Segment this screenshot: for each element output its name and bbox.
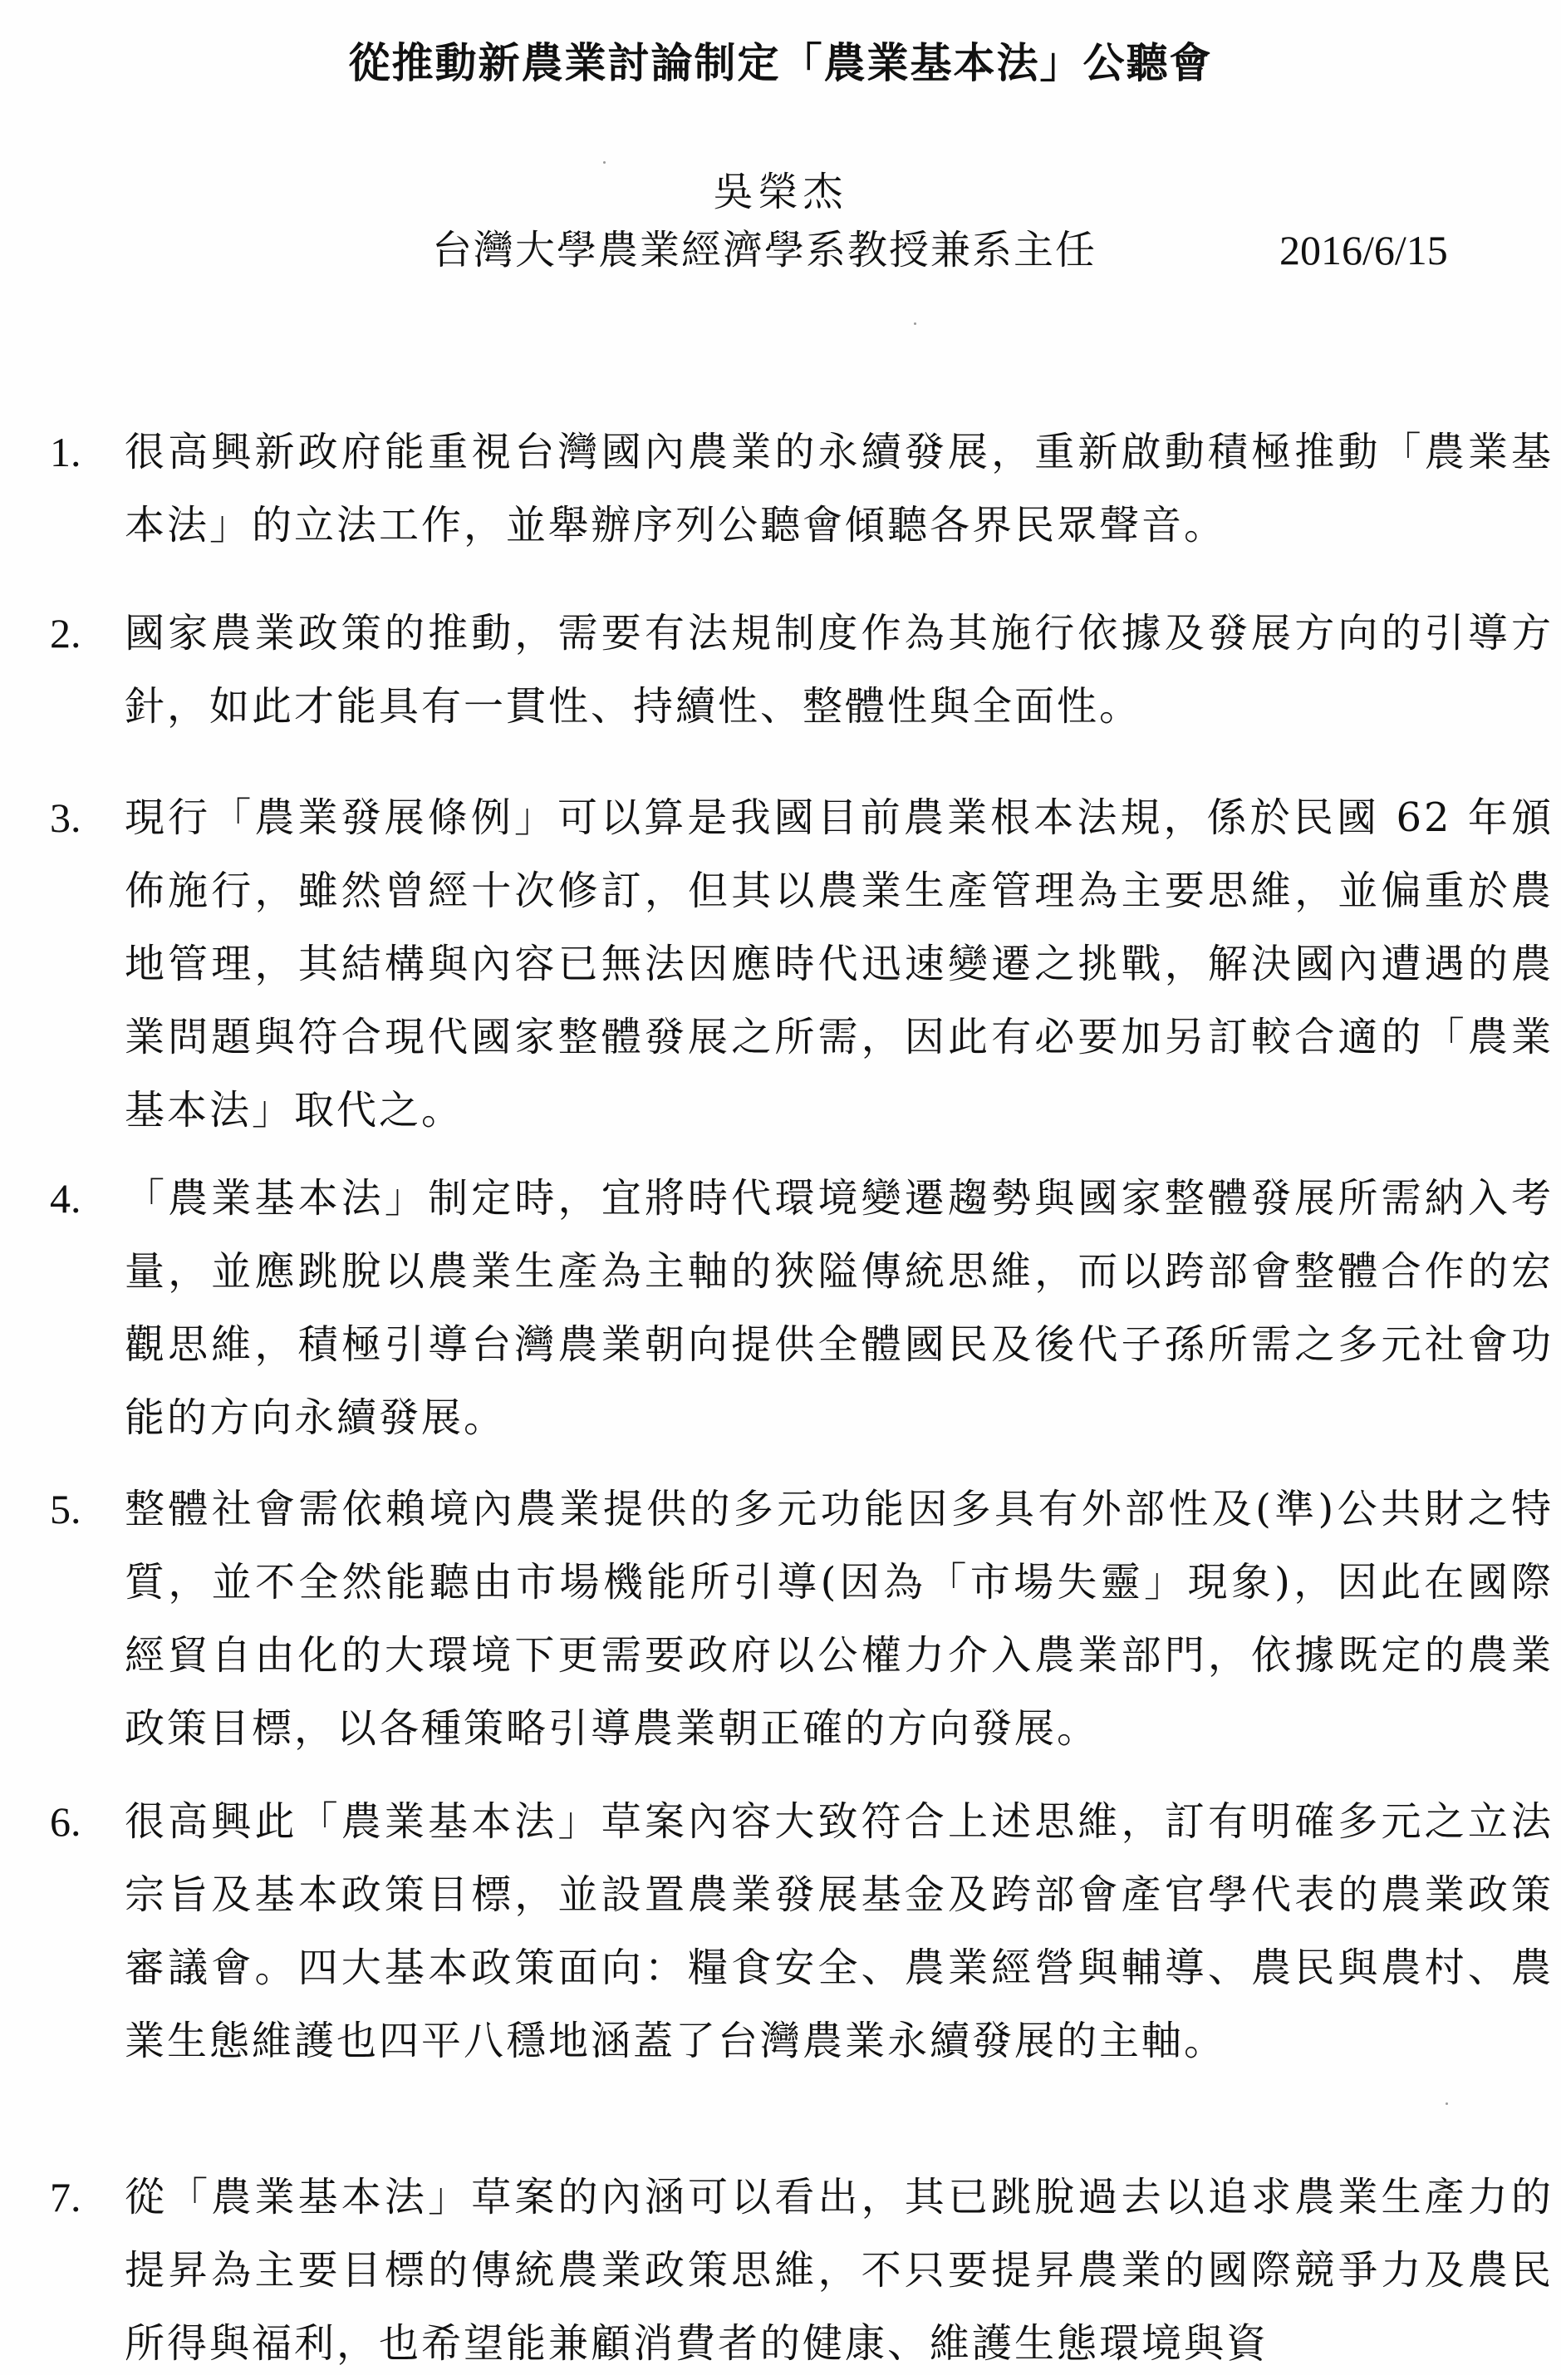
item-text: 很高興新政府能重視台灣國內農業的永續發展，重新啟動積極推動「農業基本法」的立法工作，並舉辦序列公聽會傾聽各界民眾聲音。	[125, 429, 1554, 548]
item-text: 「農業基本法」制定時，宜將時代環境變遷趨勢與國家整體發展所需納入考量，並應跳脫以農業生產為主軸的狹隘傳統思維，而以跨部會整體合作的宏觀思維，積極引導台灣農業朝向提供全體國民及後代子孫所需之多元社會功能的方向永續發展。	[125, 1175, 1554, 1441]
scan-speck	[603, 161, 606, 164]
item-text: 整體社會需依賴境內農業提供的多元功能因多具有外部性及(準)公共財之特質，並不全然能聽由市場機能所引導(因為「市場失靈」現象)，因此在國際經貿自由化的大環境下更需要政府以公權力介入農業部門，依據既定的農業政策目標，以各種策略引導農業朝正確的方向發展。	[125, 1486, 1554, 1752]
document-title: 從推動新農業討論制定「農業基本法」公聽會	[348, 39, 1213, 87]
item-number: 2.	[50, 610, 81, 656]
item-number: 6.	[50, 1798, 81, 1845]
item-number: 7.	[50, 2174, 81, 2220]
author-affiliation: 台灣大學農業經濟學系教授兼系主任	[432, 227, 1097, 273]
item-number: 1.	[50, 429, 81, 475]
item-number: 3.	[50, 794, 81, 841]
scan-speck	[1446, 2102, 1448, 2105]
item-text: 很高興此「農業基本法」草案內容大致符合上述思維，訂有明確多元之立法宗旨及基本政策目標，並設置農業發展基金及跨部會產官學代表的農業政策審議會。四大基本政策面向：糧食安全、農業經營與輔導、農民與農村、農業生態維護也四平八穩地涵蓋了台灣農業永續發展的主軸。	[125, 1798, 1554, 2064]
item-number: 5.	[50, 1486, 81, 1532]
item-text: 從「農業基本法」草案的內涵可以看出，其已跳脫過去以追求農業生產力的提昇為主要目標的傳統農業政策思維，不只要提昇農業的國際競爭力及農民所得與福利，也希望能兼顧消費者的健康、維護生態環境與資	[125, 2174, 1554, 2367]
item-text: 現行「農業發展條例」可以算是我國目前農業根本法規，係於民國 62 年頒佈施行，雖然曾經十次修訂，但其以農業生產管理為主要思維，並偏重於農地管理，其結構與內容已無法因應時代迅速變遷之挑戰，解決國內遭遇的農業問題與符合現代國家整體發展之所需，因此有必要加另訂較合適的「農業基本法」取代之。	[125, 794, 1554, 1133]
item-text: 國家農業政策的推動，需要有法規制度作為其施行依據及發展方向的引導方針，如此才能具有一貫性、持續性、整體性與全面性。	[125, 610, 1554, 730]
item-number: 4.	[50, 1175, 81, 1222]
scan-speck	[914, 322, 916, 325]
author-name: 吳榮杰	[713, 169, 848, 215]
document-date: 2016/6/15	[1279, 227, 1448, 273]
